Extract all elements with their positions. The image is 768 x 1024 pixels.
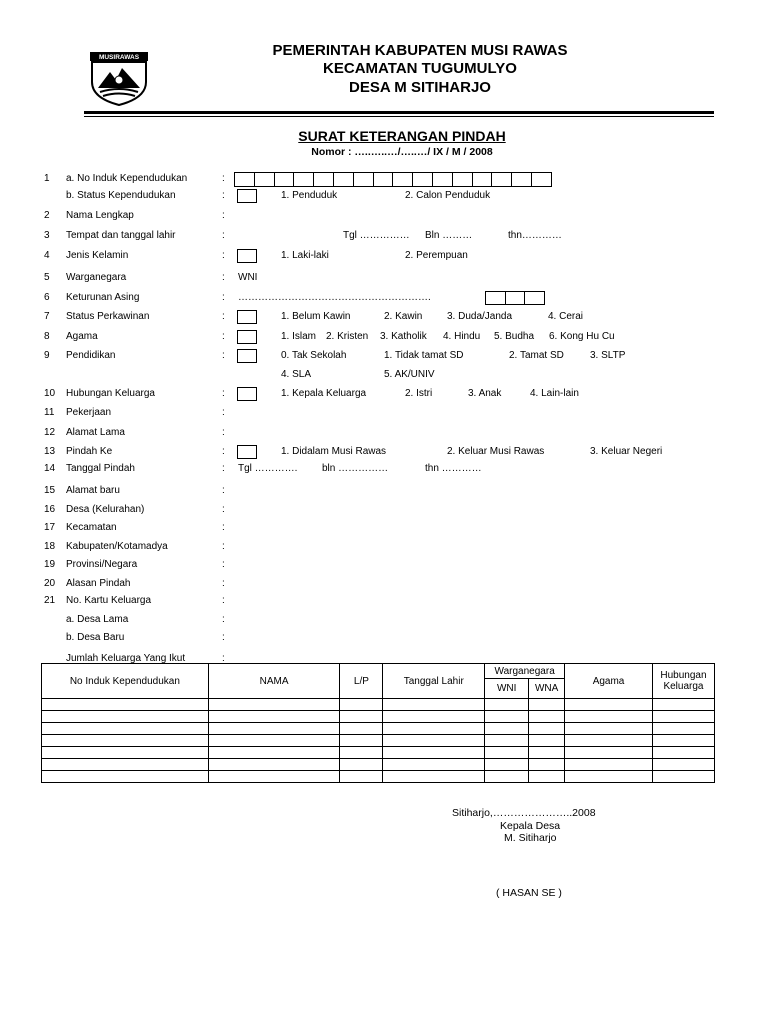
field-provinsi: 19 Provinsi/Negara : — [44, 559, 225, 570]
col-nik: No Induk Kependudukan — [42, 664, 209, 699]
keturunan-asing-boxes[interactable] — [486, 291, 545, 305]
table-row[interactable] — [42, 711, 715, 723]
signature-office: M. Sitiharjo — [504, 832, 557, 844]
table-row[interactable] — [42, 735, 715, 747]
field-pendidikan: 9 Pendidikan : 0. Tak Sekolah 1. Tidak tamat SD 2. Tamat SD 3. SLTP — [44, 350, 626, 361]
field-tanggal-pindah: 14 Tanggal Pindah : Tgl …………. bln …………… thn ………… — [44, 463, 482, 474]
col-wni: WNI — [485, 679, 529, 699]
field-no-kartu-keluarga: 21 No. Kartu Keluarga : — [44, 595, 225, 606]
nik-boxes[interactable] — [235, 172, 552, 187]
field-alamat-baru: 15 Alamat baru : — [44, 485, 225, 496]
field-keturunan-asing: 6 Keturunan Asing : …………………………………………………. — [0, 291, 768, 307]
field-jumlah-keluarga: Jumlah Keluarga Yang Ikut : — [66, 653, 225, 664]
signature-place-date: Sitiharjo,…………………..2008 — [452, 807, 596, 819]
col-nama: NAMA — [208, 664, 340, 699]
document-title: SURAT KETERANGAN PINDAH — [298, 128, 506, 144]
signature-role: Kepala Desa — [500, 820, 561, 832]
pindah-ke-checkbox[interactable] — [237, 445, 257, 459]
field-desa-baru: b. Desa Baru : — [66, 632, 225, 643]
document-number: Nomor : …..…..…/…..…/ IX / M / 2008 — [311, 146, 493, 158]
table-row[interactable] — [42, 747, 715, 759]
table-row[interactable] — [42, 723, 715, 735]
header-line-2: KECAMATAN TUGUMULYO — [323, 60, 517, 77]
field-pendidikan-cont: 4. SLA 5. AK/UNIV — [281, 369, 435, 380]
table-row[interactable] — [42, 759, 715, 771]
field-desa-lama: a. Desa Lama : — [66, 614, 225, 625]
field-agama: 8 Agama : 1. Islam 2. Kristen 3. Katholik 4. Hindu 5. Budha 6. Kong Hu Cu — [44, 331, 615, 342]
field-tempat-tanggal-lahir: 3 Tempat dan tanggal lahir : Tgl …………… Bln ……… thn………… — [44, 230, 562, 241]
status-kependudukan-checkbox[interactable] — [237, 189, 257, 203]
field-pekerjaan: 11 Pekerjaan : — [44, 407, 225, 418]
field-jenis-kelamin: 4 Jenis Kelamin : 1. Laki-laki 2. Perempuan — [44, 250, 468, 261]
header-rule-thin — [84, 116, 714, 117]
field-desa: 16 Desa (Kelurahan) : — [44, 504, 225, 515]
field-nik: 1 a. No Induk Kependudukan : — [0, 172, 768, 188]
table-row[interactable] — [42, 699, 715, 711]
col-warganegara: Warganegara — [485, 664, 565, 679]
jenis-kelamin-checkbox[interactable] — [237, 249, 257, 263]
header-line-1: PEMERINTAH KABUPATEN MUSI RAWAS — [272, 42, 568, 59]
signature-name: ( HASAN SE ) — [496, 887, 562, 899]
col-lp: L/P — [340, 664, 383, 699]
field-kabupaten: 18 Kabupaten/Kotamadya : — [44, 541, 225, 552]
field-alasan-pindah: 20 Alasan Pindah : — [44, 578, 225, 589]
field-status-perkawinan: 7 Status Perkawinan : 1. Belum Kawin 2. Kawin 3. Duda/Janda 4. Cerai — [44, 311, 584, 322]
table-row[interactable] — [42, 771, 715, 783]
logo-text: MUSIRAWAS — [98, 54, 140, 61]
col-hubungan-keluarga: Hubungan Keluarga — [652, 664, 714, 699]
field-nama-lengkap: 2 Nama Lengkap : — [44, 210, 225, 221]
header-rule-thick — [84, 111, 714, 114]
family-members-table — [41, 663, 715, 783]
col-wna: WNA — [529, 679, 565, 699]
agama-checkbox[interactable] — [237, 330, 257, 344]
field-status-kependudukan: b. Status Kependudukan : 1. Penduduk 2. Calon Penduduk — [66, 190, 491, 201]
field-hubungan-keluarga: 10 Hubungan Keluarga : 1. Kepala Keluarga 2. Istri 3. Anak 4. Lain-lain — [44, 388, 579, 399]
hubungan-keluarga-checkbox[interactable] — [237, 387, 257, 401]
pendidikan-checkbox[interactable] — [237, 349, 257, 363]
header-line-3: DESA M SITIHARJO — [349, 79, 491, 96]
col-tanggal-lahir: Tanggal Lahir — [383, 664, 485, 699]
field-warganegara: 5 Warganegara : WNI — [44, 272, 258, 283]
status-perkawinan-checkbox[interactable] — [237, 310, 257, 324]
field-kecamatan: 17 Kecamatan : — [44, 522, 225, 533]
field-alamat-lama: 12 Alamat Lama : — [44, 427, 225, 438]
field-pindah-ke: 13 Pindah Ke : 1. Didalam Musi Rawas 2. Keluar Musi Rawas 3. Keluar Negeri — [44, 446, 663, 457]
col-agama: Agama — [565, 664, 653, 699]
